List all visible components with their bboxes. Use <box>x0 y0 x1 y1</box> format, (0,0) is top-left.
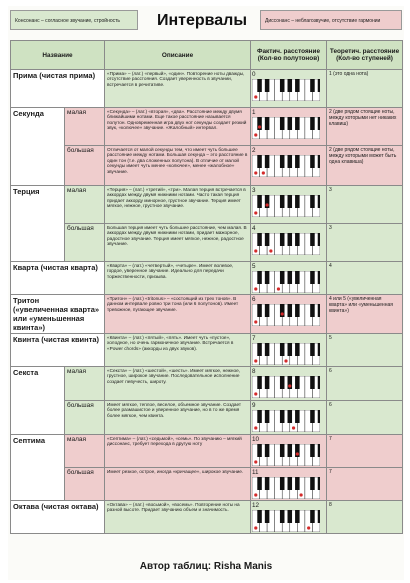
semitone-count: 10 <box>252 436 260 443</box>
black-key <box>288 117 293 130</box>
black-key <box>265 510 270 523</box>
triton-title: Тритон <box>13 296 40 305</box>
piano-keys-icon <box>252 343 320 365</box>
triton-alt-minor: «уменьшенная квинта») <box>13 314 85 332</box>
black-key <box>318 376 320 389</box>
semitone-count: 0 <box>252 71 256 78</box>
black-key <box>295 79 300 92</box>
note-marker <box>254 426 257 429</box>
semitone-count: 5 <box>252 263 256 270</box>
step-count-triton: 4 или 5 («увеличенная кварта» или «уменьшенная квинта») <box>327 295 403 334</box>
note-marker <box>269 249 272 252</box>
black-key <box>310 477 315 490</box>
black-key <box>318 477 320 490</box>
black-key <box>318 79 320 92</box>
black-key <box>265 304 270 317</box>
step-count-seksta-minor: 6 <box>327 367 403 401</box>
black-key <box>265 271 270 284</box>
note-marker <box>300 493 303 496</box>
keyboard-cell-tercia-major <box>251 224 327 262</box>
step-count-tercia-major: 3 <box>327 224 403 262</box>
interval-sub-major: большая <box>65 146 105 186</box>
black-key <box>288 195 293 208</box>
note-marker <box>254 171 257 174</box>
table-row <box>11 108 403 146</box>
piano-keys-icon <box>252 410 320 432</box>
black-key <box>295 117 300 130</box>
black-key <box>295 233 300 246</box>
black-key <box>257 195 262 208</box>
table-row <box>11 334 403 367</box>
interval-desc-tercia-major: Большая терция имеет чуть большее расстояние, чем малая. В аккордах между двумя нижними нотами, придает мажорное, радостное звучание. Терция имеет мягкое, нежное, радостное звучание. <box>105 224 251 262</box>
interval-sub-minor: малая <box>65 367 105 401</box>
triton-alt-major: («увеличенная кварта» <box>13 305 100 314</box>
black-key <box>265 444 270 457</box>
black-key <box>310 233 315 246</box>
black-key <box>288 271 293 284</box>
black-key <box>295 343 300 356</box>
semitone-count: 11 <box>252 469 259 476</box>
black-key <box>310 343 315 356</box>
interval-desc-prima: «Прима» – (лат.) «первый», «один». Повторение ноты дважды, отсутствие расстояния. Создает уверенность в звучании, встречается в речитативе. <box>105 70 251 108</box>
note-marker <box>254 249 257 252</box>
step-count-sekunda-minor: 2 (две рядом стоящие ноты, между которыми нет никаких клавиш) <box>327 108 403 146</box>
black-key <box>310 444 315 457</box>
black-key <box>280 117 285 130</box>
black-key <box>318 304 320 317</box>
black-key <box>310 271 315 284</box>
piano-keys-icon <box>252 271 320 293</box>
black-key <box>280 376 285 389</box>
interval-desc-seksta-minor: «Секста» – (лат.) «шестой», «шесть». Имеет мягкое, нежное, грустное, широкое звучание. Последовательное исполнение создает певучесть, широту. <box>105 367 251 401</box>
note-marker <box>254 392 257 395</box>
black-key <box>288 477 293 490</box>
note-marker <box>254 133 257 136</box>
black-key <box>295 195 300 208</box>
keyboard-cell-oktava <box>251 501 327 534</box>
semitone-count: 1 <box>252 109 256 116</box>
black-key <box>257 155 262 168</box>
note-marker <box>254 493 257 496</box>
keyboard-cell-seksta-major <box>251 401 327 435</box>
semitone-count: 9 <box>252 402 256 409</box>
black-key <box>288 510 293 523</box>
dissonance-legend: Диссонанс – неблагозвучие, отсутствие гармонии <box>260 10 402 30</box>
interval-chart-page <box>8 6 404 580</box>
keyboard-cell-kvarta <box>251 262 327 295</box>
interval-desc-seksta-major: Имеет мягкое, теплое, веселое, объемное звучание. Создает более размашистое и уверенное звучание, но в то же время более мягкое, чем квинта. <box>105 401 251 435</box>
black-key <box>288 155 293 168</box>
table-header-row <box>11 41 403 70</box>
keyboard-cell-kvinta <box>251 334 327 367</box>
keyboard-cell-prima <box>251 70 327 108</box>
black-key <box>310 195 315 208</box>
note-marker <box>254 526 257 529</box>
black-key <box>257 376 262 389</box>
black-key <box>257 304 262 317</box>
table-row <box>11 224 403 262</box>
interval-desc-tercia-minor: «Терция» – (лат.) «третий», «три». Малая терция встречается в аккордах между двумя нижними нотами. Часто такая терция придает аккорду минорное, грустное звучание. Терция имеет мягкое, нежное, грустное звучание. <box>105 186 251 224</box>
note-marker <box>254 211 257 214</box>
interval-sub-minor: малая <box>65 108 105 146</box>
black-key <box>318 155 320 168</box>
black-key <box>310 376 315 389</box>
interval-sub-major: большая <box>65 224 105 262</box>
black-key <box>257 510 262 523</box>
note-marker <box>254 359 257 362</box>
black-key <box>295 155 300 168</box>
black-key <box>257 477 262 490</box>
note-marker <box>258 125 261 128</box>
black-key <box>318 233 320 246</box>
black-key <box>265 376 270 389</box>
piano-keys-icon <box>252 304 320 326</box>
step-count-septima-major: 7 <box>327 468 403 501</box>
interval-sub-minor: малая <box>65 435 105 468</box>
black-key <box>280 79 285 92</box>
black-key <box>265 155 270 168</box>
note-marker <box>292 426 295 429</box>
author-credit: Автор таблиц: Risha Manis <box>139 561 273 572</box>
interval-name-sekunda: Секунда <box>11 108 65 186</box>
step-count-kvinta: 5 <box>327 334 403 367</box>
interval-desc-oktava: «Октава» – (лат.) «восьмой», «восемь». Повторение ноты на разной высоте. Придает звучанию объем и значимость. <box>105 501 251 534</box>
note-marker <box>254 460 257 463</box>
keyboard-cell-sekunda-major <box>251 146 327 186</box>
table-row <box>11 435 403 468</box>
note-marker <box>262 171 265 174</box>
black-key <box>280 233 285 246</box>
interval-name-seksta: Секста <box>11 367 65 435</box>
black-key <box>280 343 285 356</box>
black-key <box>310 410 315 423</box>
interval-name-septima: Септима <box>11 435 65 501</box>
black-key <box>257 444 262 457</box>
interval-desc-triton: «Тритон» – (лат.) «tritonus» – «состоящий из трех тонов». В данном интервале ровно три тона (или 6 полутонов). Имеет тревожное, пугающее звучание. <box>105 295 251 334</box>
keyboard-cell-septima-minor <box>251 435 327 468</box>
black-key <box>310 155 315 168</box>
black-key <box>265 477 270 490</box>
black-key <box>318 510 320 523</box>
interval-name-tercia: Терция <box>11 186 65 262</box>
step-count-seksta-major: 6 <box>327 401 403 435</box>
note-marker <box>307 526 310 529</box>
interval-sub-major: большая <box>65 401 105 435</box>
black-key <box>288 304 293 317</box>
black-key <box>318 444 320 457</box>
page-title: Интервалы <box>156 12 248 29</box>
interval-sub-minor: малая <box>65 186 105 224</box>
interval-desc-kvinta: «Квинта» – (лат.) «пятый», «пять». Имеет чуть «пустое», холодное, но очень гармоничное звучание. Встречается в «Power chords» (аккорды из двух звуков). <box>105 334 251 367</box>
black-key <box>257 271 262 284</box>
black-key <box>318 343 320 356</box>
table-row <box>11 146 403 186</box>
semitone-count: 8 <box>252 368 256 375</box>
intervals-table <box>10 40 403 534</box>
semitone-count: 7 <box>252 335 256 342</box>
table-row <box>11 367 403 401</box>
black-key <box>280 195 285 208</box>
interval-desc-sekunda-minor: «Секунда» – (лат.) «вторая», «два». Расстояние между двумя ближайшими нотами. Еще такое расстояние называется полутон. Одновременная игра двух нот секунды создает резкий звук, «колючее» звучание. «Жалобный» интервал. <box>105 108 251 146</box>
note-marker <box>288 384 291 387</box>
table-row <box>11 501 403 534</box>
black-key <box>280 271 285 284</box>
interval-desc-septima-minor: «Септима» – (лат.) «седьмой», «семь». По звучанию – мягкий диссонанс, требует перехода в другую ноту <box>105 435 251 468</box>
keyboard-cell-tercia-minor <box>251 186 327 224</box>
piano-keys-icon <box>252 195 320 217</box>
table-row <box>11 186 403 224</box>
col-header-actual: Фактич. расстояние (Кол-во полутонов) <box>251 41 327 70</box>
interval-name-triton <box>11 295 105 334</box>
step-count-oktava: 8 <box>327 501 403 534</box>
step-count-sekunda-major: 2 (две рядом стоящие ноты, между которыми может быть одна клавиша) <box>327 146 403 186</box>
black-key <box>318 195 320 208</box>
black-key <box>280 510 285 523</box>
col-header-description: Описание <box>105 41 251 70</box>
step-count-septima-minor: 7 <box>327 435 403 468</box>
black-key <box>295 410 300 423</box>
black-key <box>280 410 285 423</box>
note-marker <box>266 203 269 206</box>
keyboard-cell-triton <box>251 295 327 334</box>
consonance-legend: Консонанс – согласное звучание, стройность <box>10 10 138 30</box>
black-key <box>310 510 315 523</box>
black-key <box>265 233 270 246</box>
piano-keys-icon <box>252 79 320 101</box>
keyboard-cell-seksta-minor <box>251 367 327 401</box>
step-count-prima: 1 (это одна нота) <box>327 70 403 108</box>
note-marker <box>254 287 257 290</box>
black-key <box>280 444 285 457</box>
black-key <box>295 304 300 317</box>
step-count-tercia-minor: 3 <box>327 186 403 224</box>
keyboard-cell-sekunda-minor <box>251 108 327 146</box>
black-key <box>288 444 293 457</box>
black-key <box>318 271 320 284</box>
interval-name-oktava: Октава (чистая октава) <box>11 501 105 534</box>
note-marker <box>254 320 257 323</box>
semitone-count: 6 <box>252 296 256 303</box>
black-key <box>295 271 300 284</box>
note-marker <box>254 95 257 98</box>
piano-keys-icon <box>252 233 320 255</box>
black-key <box>318 410 320 423</box>
semitone-count: 2 <box>252 147 256 154</box>
black-key <box>288 410 293 423</box>
black-key <box>280 477 285 490</box>
black-key <box>257 233 262 246</box>
black-key <box>265 79 270 92</box>
semitone-count: 4 <box>252 225 256 232</box>
interval-name-kvinta: Квинта (чистая квинта) <box>11 334 105 367</box>
step-count-kvarta: 4 <box>327 262 403 295</box>
note-marker <box>296 452 299 455</box>
note-marker <box>281 312 284 315</box>
black-key <box>310 117 315 130</box>
col-header-theoretical: Теоретич. расстояние (Кол-во ступеней) <box>327 41 403 70</box>
table-row <box>11 468 403 501</box>
black-key <box>288 343 293 356</box>
black-key <box>257 410 262 423</box>
black-key <box>295 477 300 490</box>
piano-keys-icon <box>252 117 320 139</box>
black-key <box>280 155 285 168</box>
black-key <box>257 79 262 92</box>
keyboard-cell-septima-major <box>251 468 327 501</box>
piano-keys-icon <box>252 510 320 532</box>
interval-desc-kvarta: «Кварта» – (лат.) «четвертый», «четыре». Имеет волевое, гордое, уверенное звучание. Идеально для передачи торжественности, призыва. <box>105 262 251 295</box>
interval-desc-sekunda-major: Отличается от малой секунды тем, что имеет чуть большее расстояние между нотами. Большая секунда – это расстояние в один тон (т.е. два сложенных полутона). В отличие от малой секунды имеет чуть менее «колючее», менее «жалобное» звучание. <box>105 146 251 186</box>
black-key <box>265 410 270 423</box>
table-row <box>11 401 403 435</box>
semitone-count: 12 <box>252 502 260 509</box>
col-header-name: Название <box>11 41 105 70</box>
interval-name-kvarta: Кварта (чистая кварта) <box>11 262 105 295</box>
interval-name-prima: Прима (чистая прима) <box>11 70 105 108</box>
black-key <box>310 304 315 317</box>
piano-keys-icon <box>252 444 320 466</box>
piano-keys-icon <box>252 155 320 177</box>
black-key <box>318 117 320 130</box>
black-key <box>265 117 270 130</box>
black-key <box>310 79 315 92</box>
triton-alt-or: или <box>13 314 27 323</box>
piano-keys-icon <box>252 376 320 398</box>
black-key <box>295 376 300 389</box>
table-row <box>11 70 403 108</box>
black-key <box>257 343 262 356</box>
table-row <box>11 262 403 295</box>
note-marker <box>284 359 287 362</box>
black-key <box>288 79 293 92</box>
black-key <box>288 233 293 246</box>
table-row <box>11 295 403 334</box>
note-marker <box>277 287 280 290</box>
interval-sub-major: большая <box>65 468 105 501</box>
piano-keys-icon <box>252 477 320 499</box>
black-key <box>265 343 270 356</box>
interval-desc-septima-major: Имеет резкое, острое, иногда «кричащее», широкое звучание. <box>105 468 251 501</box>
black-key <box>295 510 300 523</box>
semitone-count: 3 <box>252 187 256 194</box>
